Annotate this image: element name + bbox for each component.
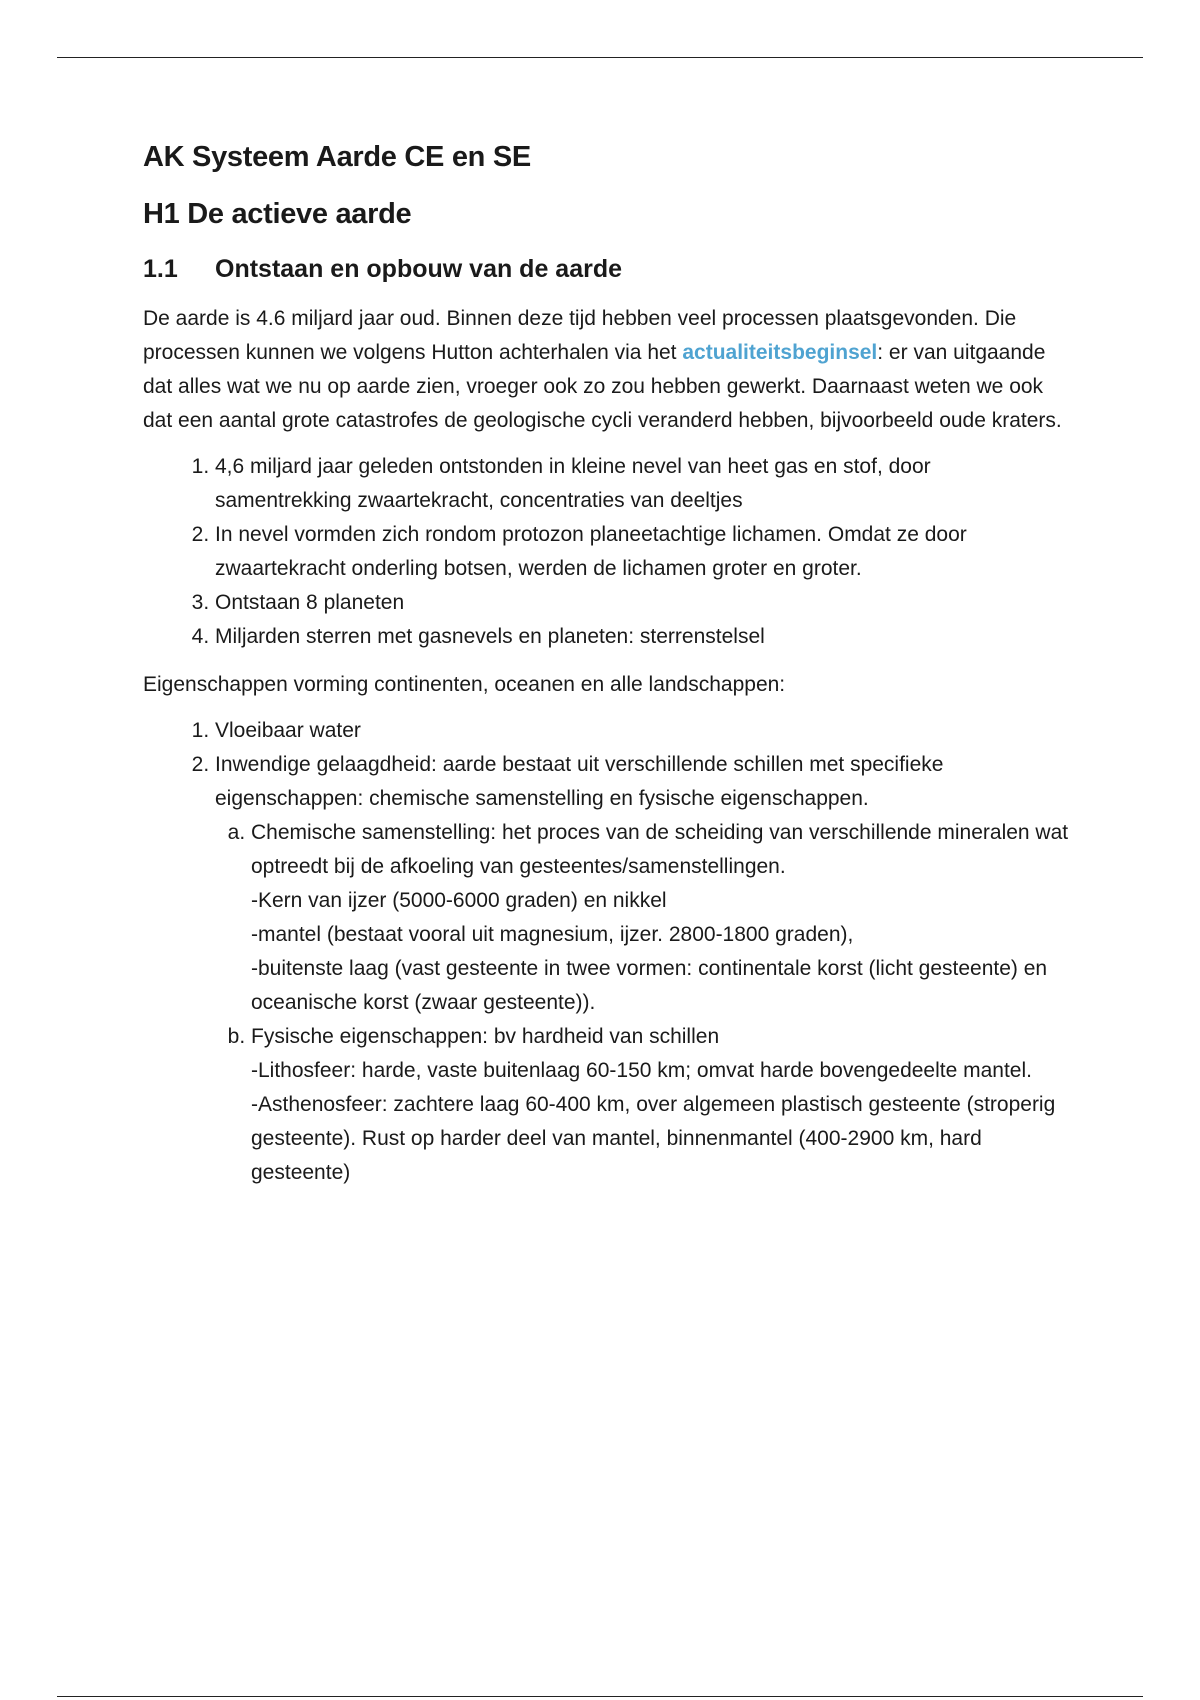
term-actualiteitsbeginsel: actualiteitsbeginsel [682, 340, 878, 364]
sublist-item-text: Fysische eigenschappen: bv hardheid van schillen [251, 1024, 720, 1048]
sub-line-kern: -Kern van ijzer (5000-6000 graden) en nikkel [251, 888, 667, 912]
bottom-rule [57, 1696, 1143, 1697]
sub-line-buitenste-laag: -buitenste laag (vast gesteente in twee vormen: continentale korst (licht gesteente) en oceanische korst (zwaar gesteente)). [251, 956, 1048, 1014]
list-item: 1. 4,6 miljard jaar geleden ontstonden in kleine nevel van heet gas en stof, door samentrekking zwaartekracht, concentraties van deeltjes [215, 450, 1073, 518]
sub-line-mantel: -mantel (bestaat vooral uit magnesium, ijzer. 2800-1800 graden), [251, 922, 854, 946]
intro-paragraph [143, 302, 1073, 438]
document-title: AK Systeem Aarde CE en SE [143, 141, 531, 173]
chapter-title: H1 De actieve aarde [143, 197, 412, 230]
list-item: 1. Vloeibaar water [215, 714, 1073, 748]
document-body [143, 140, 1073, 1204]
sub-line-lithosfeer: -Lithosfeer: harde, vaste buitenlaag 60-150 km; omvat harde bovengedeelte mantel. [251, 1058, 1032, 1082]
sublist-item-text: Chemische samenstelling: het proces van de scheiding van verschillende mineralen wat optreedt bij de afkoeling van gesteentes/samenstellingen. [251, 820, 1069, 878]
list-item: 3. Ontstaan 8 planeten [215, 586, 1073, 620]
list-item [215, 748, 1073, 1190]
list-item-text: Inwendige gelaagdheid: aarde bestaat uit verschillende schillen met specifieke eigenschappen: chemische samenstelling en fysische eigenschappen. [215, 752, 944, 810]
properties-list [143, 714, 1073, 1190]
formation-steps-list [143, 450, 1073, 654]
sublist-item-physical [251, 1020, 1073, 1190]
list-item: 2. In nevel vormden zich rondom protozon planeetachtige lichamen. Omdat ze door zwaartekracht onderling botsen, werden de lichamen groter en groter. [215, 518, 1073, 586]
top-rule [57, 57, 1143, 58]
intro-text-after: : er van uitgaande dat alles wat we nu op aarde zien, vroeger ook zo zou hebben gewerkt. Daarnaast weten we ook dat een aantal grote catastrofes de geologische cycli veranderd hebben, bijvoorbeeld oude kraters. [143, 340, 1062, 432]
intro-text-before: De aarde is 4.6 miljard jaar oud. Binnen deze tijd hebben veel processen plaatsgevonden. Die processen kunnen we volgens Hutton achterhalen via het [143, 306, 1017, 364]
sublist-item-chemical [251, 816, 1073, 1020]
sub-line-asthenosfeer: -Asthenosfeer: zachtere laag 60-400 km, over algemeen plastisch gesteente (stroperig gesteente). Rust op harder deel van mantel, binnenmantel (400-2900 km, hard gesteente) [251, 1092, 1056, 1184]
section-number: 1.1 [143, 254, 178, 283]
list-item: 4. Miljarden sterren met gasnevels en planeten: sterrenstelsel [215, 620, 1073, 654]
section-title: Ontstaan en opbouw van de aarde [215, 254, 623, 283]
properties-intro: Eigenschappen vorming continenten, oceanen en alle landschappen: [143, 672, 786, 696]
properties-sublist [215, 816, 1073, 1190]
section-heading [143, 254, 1073, 284]
